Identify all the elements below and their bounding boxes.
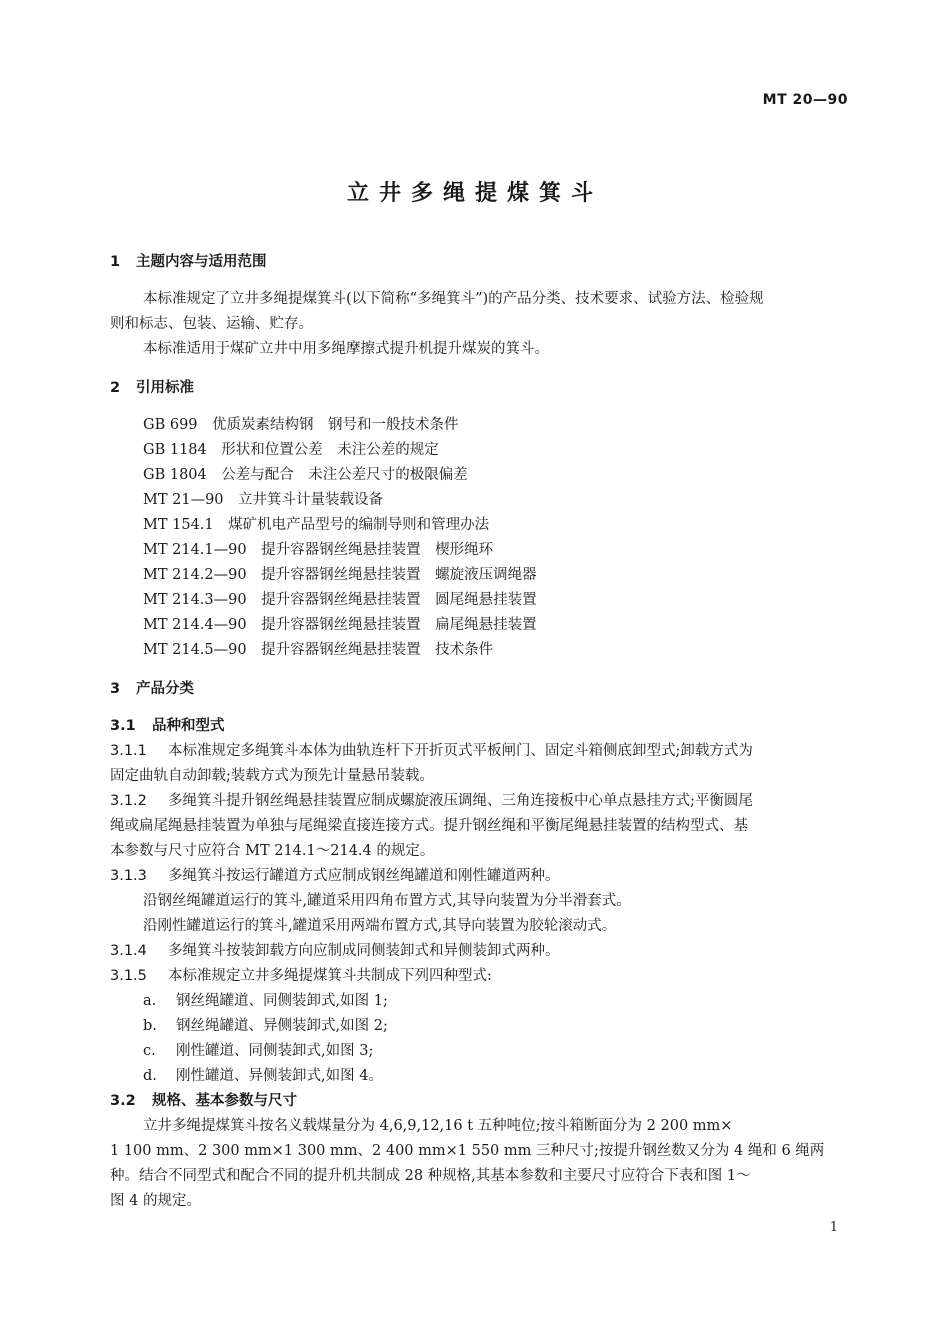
- document-title: 立井多绳提煤箕斗: [346, 181, 603, 206]
- list-item: [110, 1014, 850, 1039]
- section-2-heading: [110, 376, 850, 401]
- clause-text: 多绳箕斗按运行罐道方式应制成钢丝绳罐道和刚性罐道两种。: [168, 868, 560, 884]
- clause-3-1-1: [110, 739, 850, 764]
- clause-continuation: 绳或扁尾绳悬挂装置为单独与尾绳梁直接连接方式。提升钢丝绳和平衡尾绳悬挂装置的结构型式、基: [110, 818, 748, 834]
- section-title: 产品分类: [136, 681, 194, 697]
- list-label: c.: [143, 1043, 156, 1059]
- reference-standard: GB 1804 公差与配合 未注公差尺寸的极限偏差: [143, 467, 468, 483]
- paragraph-continuation: 种。结合不同型式和配合不同的提升机共制成 28 种规格,其基本参数和主要尺寸应符合下表和图 1～: [110, 1168, 751, 1184]
- clause-text: 本标准规定立井多绳提煤箕斗共制成下列四种型式:: [168, 968, 492, 984]
- list-item: [110, 1039, 850, 1064]
- standard-code: MT 20—90: [762, 92, 848, 108]
- clause-number: 3.1.3: [110, 868, 147, 884]
- reference-standard: MT 214.5—90 提升容器钢丝绳悬挂装置 技术条件: [143, 642, 494, 658]
- subsection-3-1-heading: [110, 714, 850, 739]
- list-text: 钢丝绳罐道、同侧装卸式,如图 1;: [176, 993, 388, 1009]
- clause-number: 3.1.2: [110, 793, 147, 809]
- section-number: 1: [110, 254, 121, 270]
- subsection-number: 3.2: [110, 1093, 136, 1109]
- clause-continuation: 本参数与尺寸应符合 MT 214.1～214.4 的规定。: [110, 843, 435, 859]
- subsection-title: 品种和型式: [152, 718, 225, 734]
- subsection-title: 规格、基本参数与尺寸: [152, 1093, 297, 1109]
- paragraph: 本标准规定了立井多绳提煤箕斗(以下简称“多绳箕斗”)的产品分类、技术要求、试验方法、检验规: [143, 291, 764, 307]
- section-number: 2: [110, 380, 121, 396]
- list-text: 钢丝绳罐道、异侧装卸式,如图 2;: [176, 1018, 388, 1034]
- list-text: 刚性罐道、异侧装卸式,如图 4。: [176, 1068, 383, 1084]
- clause-text: 多绳箕斗提升钢丝绳悬挂装置应制成螺旋液压调绳、三角连接板中心单点悬挂方式;平衡圆尾: [168, 793, 753, 809]
- clause-text: 本标准规定多绳箕斗本体为曲轨连杆下开折页式平板闸门、固定斗箱侧底卸型式;卸载方式为: [168, 743, 753, 759]
- clause-number: 3.1.5: [110, 968, 147, 984]
- clause-3-1-4: [110, 939, 850, 964]
- paragraph-continuation: 1 100 mm、2 300 mm×1 300 mm、2 400 mm×1 550 mm 三种尺寸;按提升钢丝数又分为 4 绳和 6 绳两: [110, 1143, 825, 1159]
- clause-3-1-5: [110, 964, 850, 989]
- reference-standard: MT 214.4—90 提升容器钢丝绳悬挂装置 扁尾绳悬挂装置: [143, 617, 537, 633]
- clause-3-1-3: [110, 864, 850, 889]
- paragraph-continuation: 图 4 的规定。: [110, 1193, 201, 1209]
- list-label: d.: [143, 1068, 157, 1084]
- clause-number: 3.1.4: [110, 943, 147, 959]
- list-label: a.: [143, 993, 157, 1009]
- clause-text: 多绳箕斗按装卸载方向应制成同侧装卸式和异侧装卸式两种。: [168, 943, 560, 959]
- paragraph: 沿钢丝绳罐道运行的箕斗,罐道采用四角布置方式,其导向装置为分半滑套式。: [143, 893, 631, 909]
- section-title: 引用标准: [136, 380, 194, 396]
- paragraph-continuation: 则和标志、包装、运输、贮存。: [110, 316, 313, 332]
- paragraph: 立井多绳提煤箕斗按名义载煤量分为 4,6,9,12,16 t 五种吨位;按斗箱断面分为 2 200 mm×: [143, 1118, 733, 1134]
- section-title: 主题内容与适用范围: [136, 254, 267, 270]
- list-label: b.: [143, 1018, 157, 1034]
- reference-standard: GB 699 优质炭素结构钢 钢号和一般技术条件: [143, 417, 459, 433]
- section-1-heading: [110, 250, 850, 275]
- clause-number: 3.1.1: [110, 743, 147, 759]
- reference-standard: GB 1184 形状和位置公差 未注公差的规定: [143, 442, 439, 458]
- reference-standard: MT 21—90 立井箕斗计量装载设备: [143, 492, 384, 508]
- clause-continuation: 固定曲轨自动卸载;装载方式为预先计量悬吊装载。: [110, 768, 434, 784]
- clause-3-1-2: [110, 789, 850, 814]
- section-number: 3: [110, 681, 121, 697]
- subsection-3-2-heading: [110, 1089, 850, 1114]
- page-number: 1: [829, 1220, 838, 1235]
- reference-standard: MT 214.2—90 提升容器钢丝绳悬挂装置 螺旋液压调绳器: [143, 567, 537, 583]
- paragraph: 本标准适用于煤矿立井中用多绳摩擦式提升机提升煤炭的箕斗。: [143, 341, 549, 357]
- list-item: [110, 1064, 850, 1089]
- reference-standard: MT 214.1—90 提升容器钢丝绳悬挂装置 楔形绳环: [143, 542, 494, 558]
- list-item: [110, 989, 850, 1014]
- list-text: 刚性罐道、同侧装卸式,如图 3;: [176, 1043, 374, 1059]
- subsection-number: 3.1: [110, 718, 136, 734]
- paragraph: 沿刚性罐道运行的箕斗,罐道采用两端布置方式,其导向装置为胶轮滚动式。: [143, 918, 617, 934]
- reference-standard: MT 154.1 煤矿机电产品型号的编制导则和管理办法: [143, 517, 490, 533]
- section-3-heading: [110, 677, 850, 702]
- reference-standard: MT 214.3—90 提升容器钢丝绳悬挂装置 圆尾绳悬挂装置: [143, 592, 537, 608]
- document-body: [110, 250, 850, 1214]
